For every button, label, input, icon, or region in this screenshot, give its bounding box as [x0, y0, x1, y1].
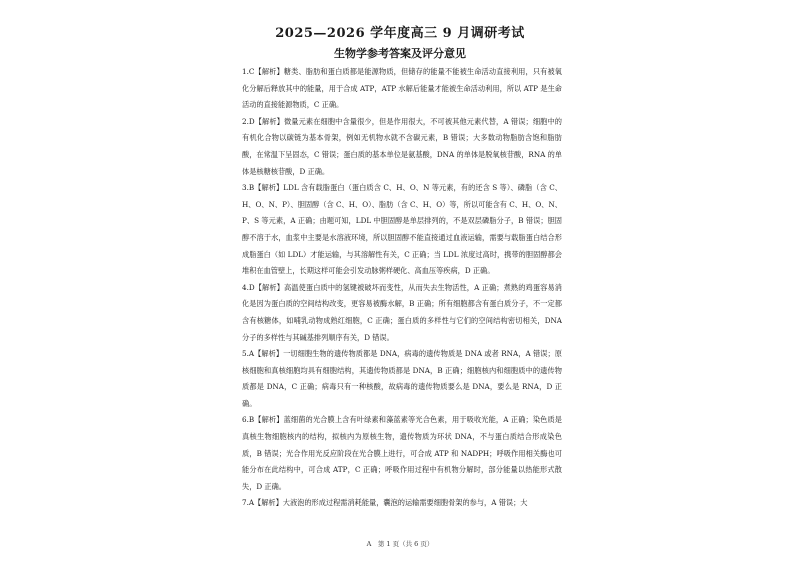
- answer-3: 3.B【解析】LDL 含有载脂蛋白（蛋白质含 C、H、O、N 等元素，有的还含 S 等）、磷脂（含 C、H、O、N、P）、胆固醇（含 C、H、O）、脂肪（含 C、H、O）等，所以可能含有 C、H、O、N、P、S 等元素，A 正确；由题可知，LDL 中胆固醇是单层排列的，不是双层磷脂分子，B 错误；胆固醇不溶于水，血浆中主要是水溶液环境，所以胆固醇不能直接通过血液运输，需要与载脂蛋白结合形成脂蛋白（如 LDL）才能运输，与其溶解性有关，C 正确；当 LDL 浓度过高时，携带的胆固醇都会堆积在血管壁上，长期这样可能会引发动脉粥样硬化、高血压等疾病，D 正确。: [242, 183, 562, 276]
- answer-5: 5.A【解析】一切细胞生物的遗传物质都是 DNA，病毒的遗传物质是 DNA 或者 RNA，A 错误；原核细胞和真核细胞均具有细胞结构，其遗传物质都是 DNA，B 正确；细胞核内和细胞质中的遗传物质都是 DNA，C 正确；病毒只有一种核酸，故病毒的遗传物质要么是 DNA，要么是 RNA，D 正确。: [242, 349, 562, 408]
- document-title: 2025—2026 学年度高三 9 月调研考试: [275, 26, 525, 41]
- answer-1: 1.C【解析】糖类、脂肪和蛋白质都是能源物质，但储存的能量不能被生命活动直接利用，只有被氧化分解后释放其中的能量，用于合成 ATP，ATP 水解后能量才能被生命活动利用，所以 ATP 是生命活动的直接能源物质，C 正确。: [242, 67, 562, 110]
- answer-list: [242, 64, 562, 512]
- document-subtitle: 生物学参考答案及评分意见: [334, 47, 466, 60]
- answer-6: 6.B【解析】蓝细菌的光合膜上含有叶绿素和藻蓝素等光合色素，用于吸收光能，A 正确；染色质是真核生物细胞核内的结构，拟核内为原核生物，遗传物质为环状 DNA，不与蛋白质结合形成染色质，B 错误；光合作用光反应阶段在光合膜上进行，可合成 ATP 和 NADPH；呼吸作用相关酶也可能分布在此结构中，可合成 ATP，C 正确；呼吸作用过程中有机物分解时，部分能量以热能形式散失，D 正确。: [242, 415, 562, 491]
- page-footer: A 第 1 页（共 6 页）: [366, 540, 434, 548]
- answer-2: 2.D【解析】微量元素在细胞中含量很少，但是作用很大，不可被其他元素代替，A 错误；细胞中的有机化合物以碳链为基本骨架，例如无机物水就不含碳元素，B 错误；大多数动物脂肪含饱和脂肪酸，在常温下呈固态，C 错误；蛋白质的基本单位是氨基酸，DNA 的单体是脱氧核苷酸，RNA 的单体是核糖核苷酸，D 正确。: [242, 116, 562, 176]
- answer-4: 4.D【解析】高温使蛋白质中的氢键被破坏而变性，从而失去生物活性，A 正确；煮熟的鸡蛋容易消化是因为蛋白质的空间结构改变，更容易被酶水解，B 正确；所有细胞都含有蛋白质分子，不一定都含有核糖体，如哺乳动物成熟红细胞，C 正确；蛋白质的多样性与它们的空间结构密切相关，DNA 分子的多样性与其碱基排列顺序有关，D 错误。: [242, 282, 562, 342]
- answer-7: 7.A【解析】大液泡的形成过程需消耗能量，囊泡的运输需要细胞骨架的参与，A 错误；大: [242, 498, 528, 508]
